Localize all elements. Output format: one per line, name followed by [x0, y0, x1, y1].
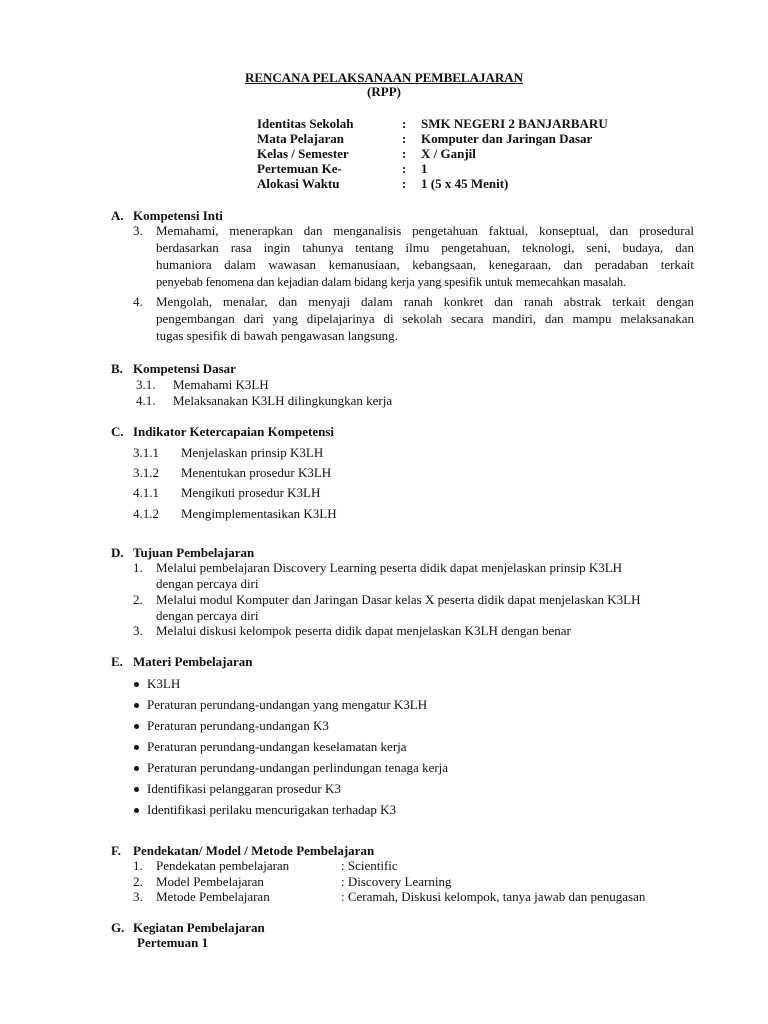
identity-label: Pertemuan Ke- [257, 161, 342, 176]
materi-item: Peraturan perundang-undangan yang mengatur K3LH [147, 697, 428, 712]
kd-text: Melaksanakan K3LH dilingkungkan kerja [173, 393, 393, 408]
tujuan-line: Melalui modul Komputer dan Jaringan Dasar kelas X peserta didik dapat menjelaskan K3LH [156, 592, 641, 607]
document-subtitle: (RPP) [367, 84, 401, 99]
identity-separator: : [402, 146, 407, 161]
bullet-icon [134, 766, 139, 771]
kd-number: 4.1. [136, 393, 156, 408]
ikk-text: Mengikuti prosedur K3LH [181, 485, 321, 500]
section-c-title: Indikator Ketercapaian Kompetensi [133, 424, 335, 439]
identity-value: SMK NEGERI 2 BANJARBARU [421, 116, 608, 131]
metode-value: : Scientific [341, 858, 398, 873]
bullet-icon [134, 745, 139, 750]
tujuan-number: 2. [133, 592, 143, 607]
ikk-number: 4.1.2 [133, 506, 159, 521]
ikk-number: 3.1.2 [133, 465, 159, 480]
ikk-number: 4.1.1 [133, 485, 159, 500]
identity-label: Identitas Sekolah [257, 116, 354, 131]
identity-value: Komputer dan Jaringan Dasar [421, 131, 593, 146]
ki-line: humaniora dalam wawasan kemanusiaan, kebangsaan, kenegaraan, dan peradaban terkait [156, 257, 694, 272]
section-g-subtitle: Pertemuan 1 [137, 935, 209, 950]
identity-label: Kelas / Semester [257, 146, 349, 161]
section-f-letter: F. [111, 843, 121, 858]
section-a-title: Kompetensi Inti [133, 208, 223, 223]
section-b-title: Kompetensi Dasar [133, 361, 236, 376]
section-e-title: Materi Pembelajaran [133, 654, 253, 669]
identity-separator: : [402, 131, 407, 146]
metode-label: Metode Pembelajaran [156, 889, 270, 904]
materi-item: K3LH [147, 676, 181, 691]
ikk-text: Menentukan prosedur K3LH [181, 465, 332, 480]
ki-line: pengembangan dari yang dipelajarinya di sekolah secara mandiri, dan mampu melaksanakan [156, 311, 694, 326]
materi-item: Peraturan perundang-undangan perlindungan tenaga kerja [147, 760, 449, 775]
identity-value: 1 [421, 161, 428, 176]
tujuan-number: 3. [133, 623, 143, 638]
tujuan-line: Melalui diskusi kelompok peserta didik dapat menjelaskan K3LH dengan benar [156, 623, 571, 638]
tujuan-line: dengan percaya diri [156, 608, 259, 623]
bullet-icon [134, 787, 139, 792]
metode-value: : Discovery Learning [341, 874, 452, 889]
section-c-letter: C. [111, 424, 124, 439]
materi-item: Identifikasi pelanggaran prosedur K3 [147, 781, 341, 796]
metode-number: 3. [133, 889, 143, 904]
bullet-icon [134, 682, 139, 687]
identity-separator: : [402, 176, 407, 191]
identity-value: 1 (5 x 45 Menit) [421, 176, 509, 191]
ki-number: 4. [133, 294, 143, 309]
metode-label: Pendekatan pembelajaran [156, 858, 290, 873]
bullet-icon [134, 703, 139, 708]
ikk-text: Mengimplementasikan K3LH [181, 506, 337, 521]
ki-line: Memahami, menerapkan dan menganalisis pengetahuan faktual, konseptual, dan prosedural [156, 223, 694, 238]
section-e-letter: E. [111, 654, 123, 669]
metode-label: Model Pembelajaran [156, 874, 264, 889]
section-g-title: Kegiatan Pembelajaran [133, 920, 265, 935]
ki-number: 3. [133, 223, 143, 238]
ki-line: berdasarkan rasa ingin tahunya tentang ilmu pengetahuan, teknologi, seni, budaya, dan [156, 240, 694, 255]
bullet-icon [134, 724, 139, 729]
tujuan-line: Melalui pembelajaran Discovery Learning peserta didik dapat menjelaskan prinsip K3LH [156, 560, 623, 575]
ki-line: tugas spesifik di bawah pengawasan langsung. [156, 328, 398, 343]
materi-item: Identifikasi perilaku mencurigakan terhadap K3 [147, 802, 397, 817]
tujuan-number: 1. [133, 560, 143, 575]
identity-separator: : [402, 116, 407, 131]
tujuan-line: dengan percaya diri [156, 576, 259, 591]
section-a-letter: A. [111, 208, 124, 223]
document-title: RENCANA PELAKSANAAN PEMBELAJARAN [244, 70, 524, 85]
metode-value: : Ceramah, Diskusi kelompok, tanya jawab dan penugasan [341, 889, 646, 904]
materi-item: Peraturan perundang-undangan K3 [147, 718, 329, 733]
section-b-letter: B. [111, 361, 123, 376]
ki-line: penyebab fenomena dan kejadian dalam bidang kerja yang spesifik untuk memecahkan masalah. [156, 275, 627, 289]
bullet-icon [134, 808, 139, 813]
materi-item: Peraturan perundang-undangan keselamatan kerja [147, 739, 407, 754]
ikk-text: Menjelaskan prinsip K3LH [181, 445, 324, 460]
section-d-letter: D. [111, 545, 124, 560]
identity-value: X / Ganjil [421, 146, 476, 161]
ikk-number: 3.1.1 [133, 445, 159, 460]
section-f-title: Pendekatan/ Model / Metode Pembelajaran [133, 843, 375, 858]
ki-line: Mengolah, menalar, dan menyaji dalam ranah konkret dan ranah abstrak terkait dengan [156, 294, 694, 309]
identity-separator: : [402, 161, 407, 176]
kd-number: 3.1. [136, 377, 156, 392]
identity-label: Mata Pelajaran [257, 131, 345, 146]
section-g-letter: G. [111, 920, 125, 935]
section-d-title: Tujuan Pembelajaran [133, 545, 255, 560]
metode-number: 2. [133, 874, 143, 889]
metode-number: 1. [133, 858, 143, 873]
kd-text: Memahami K3LH [173, 377, 269, 392]
identity-label: Alokasi Waktu [257, 176, 340, 191]
